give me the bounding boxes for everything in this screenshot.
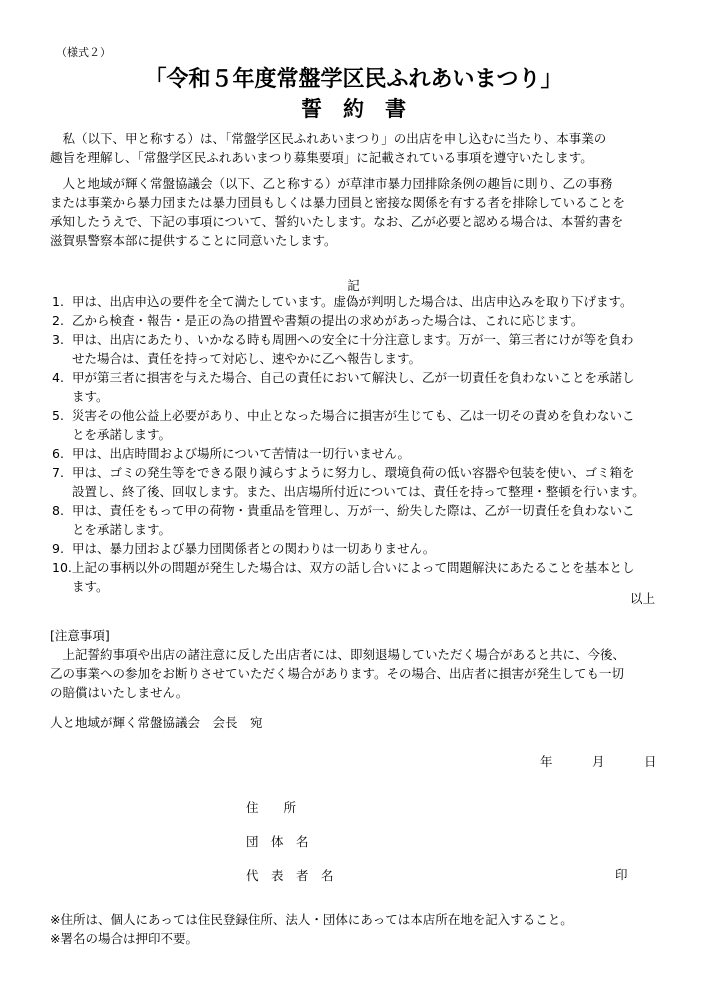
pledge-text: 乙から検査・報告・是正の為の措置や書類の提出の求めがあった場合は、これに応じます。 [72,313,584,328]
date-month-label: 月 [592,754,605,769]
pledge-text: とを承諾します。 [72,427,172,442]
address-label: 住 所 [246,800,297,815]
pledge-item [52,444,662,463]
document-title: 「令和５年度常盤学区民ふれあいまつり」 [144,67,563,92]
ki-heading: 記 [347,278,360,293]
intro-line: 承知したうえで、下記の事項について、誓約いたします。なお、乙が必要と認める場合は、本誓約書を [50,214,624,229]
group-name-label: 団 体 名 [246,834,309,849]
closing-ijo: 以上 [629,591,655,606]
notice-line: 上記誓約事項や出店の諸注意に反した出店者には、即刻退場していただく場合があると共に、今後、 [50,647,626,662]
representative-label: 代 表 者 名 [246,868,334,883]
intro-line: または事業から暴力団または暴力団員もしくは暴力団員と密接な関係を有する者を排除していることを [50,195,626,210]
pledge-number: 6. [52,446,64,461]
notice-heading: [注意事項] [50,628,110,643]
pledge-text: 上記の事柄以外の問題が発生した場合は、双方の話し合いによって問題解決にあたることを基本とし [72,560,635,575]
intro-line: 人と地域が輝く常盤協議会（以下、乙と称する）が草津市暴力団排除条例の趣旨に則り、乙の事務 [50,176,613,191]
pledge-text: 甲は、出店申込の要件を全て満たしています。虚偽が判明した場合は、出店申込みを取り下げます。 [72,294,633,309]
pledge-text: 災害その他公益上必要があり、中止となった場合に損害が生じても、乙は一切その責めを負わないこ [72,408,635,423]
addressee: 人と地域が輝く常盤協議会 会長 宛 [50,715,263,730]
pledge-item [52,311,662,330]
pledge-item [52,539,662,558]
pledge-text: 甲は、責任をもって甲の荷物・貴重品を管理し、万が一、紛失した際は、乙が一切責任を負わないこ [72,503,635,518]
date-day-label: 日 [644,754,657,769]
pledge-item [52,292,662,311]
pledge-text: 甲は、出店時間および場所について苦情は一切行いません。 [72,446,411,461]
pledge-text: 甲は、ゴミの発生等をできる限り減らすように努力し、環境負荷の低い容器や包装を使い、ゴミ箱を [72,465,635,480]
pledge-number: 3. [52,332,64,347]
intro-line: 趣旨を理解し、「常盤学区民ふれあいまつり募集要項」に記載されている事項を遵守いたします。 [50,150,593,165]
seal-mark: 印 [615,867,628,882]
pledge-number: 1. [52,294,64,309]
pledge-text: せた場合は、責任を持って対応し、速やかに乙へ報告します。 [72,351,422,366]
pledge-number: 8. [52,503,64,518]
pledge-text: 甲は、暴力団および暴力団関係者との関わりは一切ありません。 [72,541,436,556]
pledge-item [52,368,662,406]
form-number-label: （様式２） [56,46,111,59]
pledge-number: 4. [52,370,64,385]
pledge-number: 10. [52,560,72,575]
pledge-item [52,501,662,539]
intro-line: 滋賀県警察本部に提供することに同意いたします。 [50,233,337,248]
pledge-item [52,558,662,596]
date-year-label: 年 [540,754,553,769]
pledge-number: 9. [52,541,64,556]
pledge-text: 甲が第三者に損害を与えた場合、自己の責任において解決し、乙が一切責任を負わないことを承諾し [72,370,635,385]
pledge-text: とを承諾します。 [72,522,172,537]
notice-line: 乙の事業への参加をお断りさせていただく場合があります。その場合、出店者に損害が発生しても一切 [50,666,625,681]
intro-line: 私（以下、甲と称する）は、「常盤学区民ふれあいまつり」の出店を申し込むに当たり、本事業の [50,131,607,146]
pledge-number: 7. [52,465,64,480]
document-subtitle: 誓 約 書 [301,97,406,121]
pledge-text: 甲は、出店にあたり、いかなる時も周囲への安全に十分注意します。万が一、第三者にけが等を負わ [72,332,634,347]
pledge-item [52,406,662,444]
notice-line: の賠償はいたしません。 [50,685,189,700]
pledge-number: 5. [52,408,64,423]
pledge-number: 2. [52,313,64,328]
footnote-line: ※署名の場合は押印不要。 [50,931,198,946]
footnote-line: ※住所は、個人にあっては住民登録住所、法人・団体にあっては本店所在地を記入すること。 [50,912,573,927]
pledge-text: ます。 [72,579,109,594]
pledge-item [52,463,662,501]
pledge-item [52,330,662,368]
pledge-text: ます。 [72,389,109,404]
pledge-text: 設置し、終了後、回収します。また、出店場所付近については、責任を持って整理・整頓を行います。 [72,484,645,499]
